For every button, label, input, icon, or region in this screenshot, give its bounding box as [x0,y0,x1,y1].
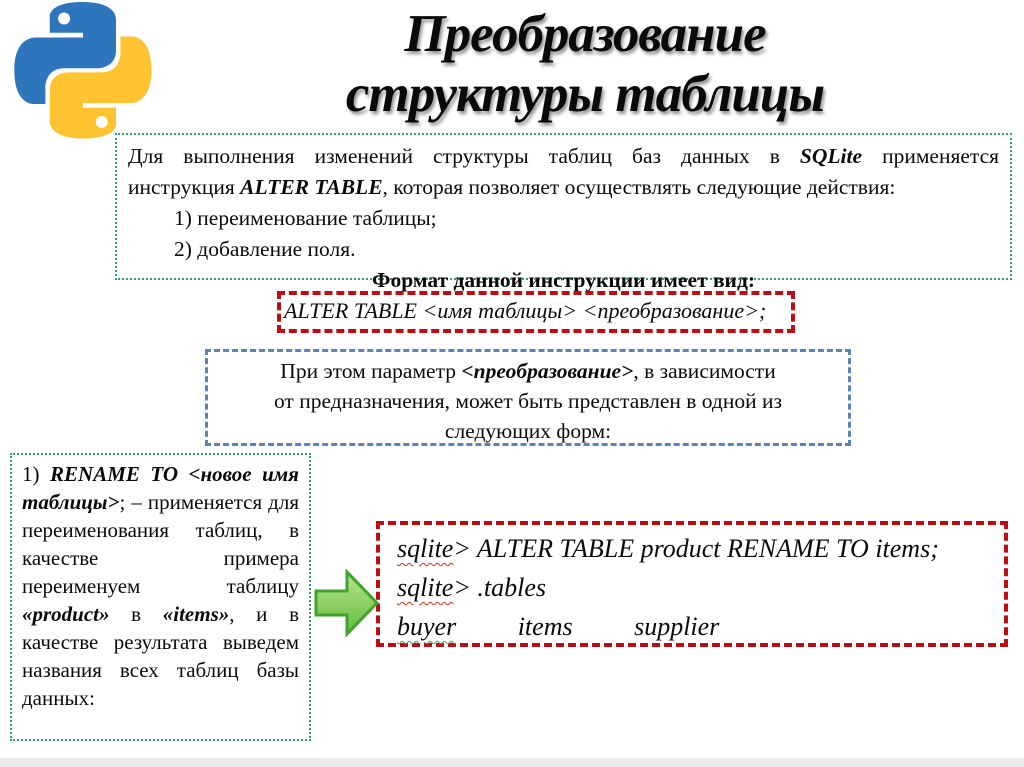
rename-description-box [10,453,311,741]
parameter-note-box [205,349,851,446]
page-title [170,4,1000,124]
table-name-supplier: supplier [634,612,720,641]
list-item-add-field: 2) добавление поля. [174,237,356,261]
rename-text-1: ; – применяется для переименования таблиц, в качестве примера переименуем таблицу [22,490,299,598]
note-line1-lead: При этом параметр [280,359,462,383]
python-logo-icon [14,2,152,144]
intro-line2-lead: инструкция [128,175,241,199]
rename-to-keyword: RENAME TO <новое имя таблицы> [22,462,300,514]
note-line1-tail: , в зависимости [633,359,776,383]
tables-output-line [397,607,1004,646]
format-heading: Формат данной инструкции имеет вид: [372,268,755,292]
rename-text-3: , и в качестве результата выведем названия всех таблиц базы данных: [22,602,299,710]
intro-textbox [115,133,1012,292]
note-line-3: следующих форм: [444,419,612,443]
slide-bottom-strip [0,758,1024,767]
sqlite-prompt: sqlite [397,573,454,602]
sqlite-keyword: SQLite [799,144,863,168]
title-line-2: структуры таблицы [345,65,825,123]
note-line-1 [208,356,848,386]
list-item-rename: 1) переименование таблицы; [174,206,437,230]
intro-line1-lead: Для выполнения изменений структуры таблиц баз данных в [128,144,780,168]
intro-line-1 [128,141,999,172]
green-right-arrow-icon [314,566,380,645]
alter-table-syntax-box [277,291,795,333]
note-line-2: от предназначения, может быть представлен в одной из [273,389,783,413]
intro-line-2 [128,172,999,203]
table-name-buyer: buyer [397,612,457,641]
product-table-name: «product» [22,602,110,626]
prompt-symbol: > [453,534,471,563]
rename-text-2: в [109,602,163,626]
transformation-param: <преобразование> [461,359,634,383]
sqlite-command-line-1 [397,529,1004,568]
title-line-1: Преобразование [404,5,766,63]
items-table-name: «items» [162,602,230,626]
rename-item-number: 1) [22,462,40,486]
tables-command: .tables [477,573,546,602]
sqlite-prompt: sqlite [397,534,454,563]
sqlite-command-line-2 [397,568,1004,607]
alter-table-syntax: ALTER TABLE <имя таблицы> <преобразование>; [284,298,767,323]
table-name-items: items [517,612,573,641]
sqlite-output-box [376,521,1008,647]
intro-line1-tail: применяется [882,144,1000,168]
alter-table-keyword: ALTER TABLE [240,175,383,199]
prompt-symbol: > [453,573,471,602]
alter-command: ALTER TABLE product RENAME TO items; [476,534,939,563]
intro-line2-tail: , которая позволяет осуществлять следующие действия: [382,175,896,199]
